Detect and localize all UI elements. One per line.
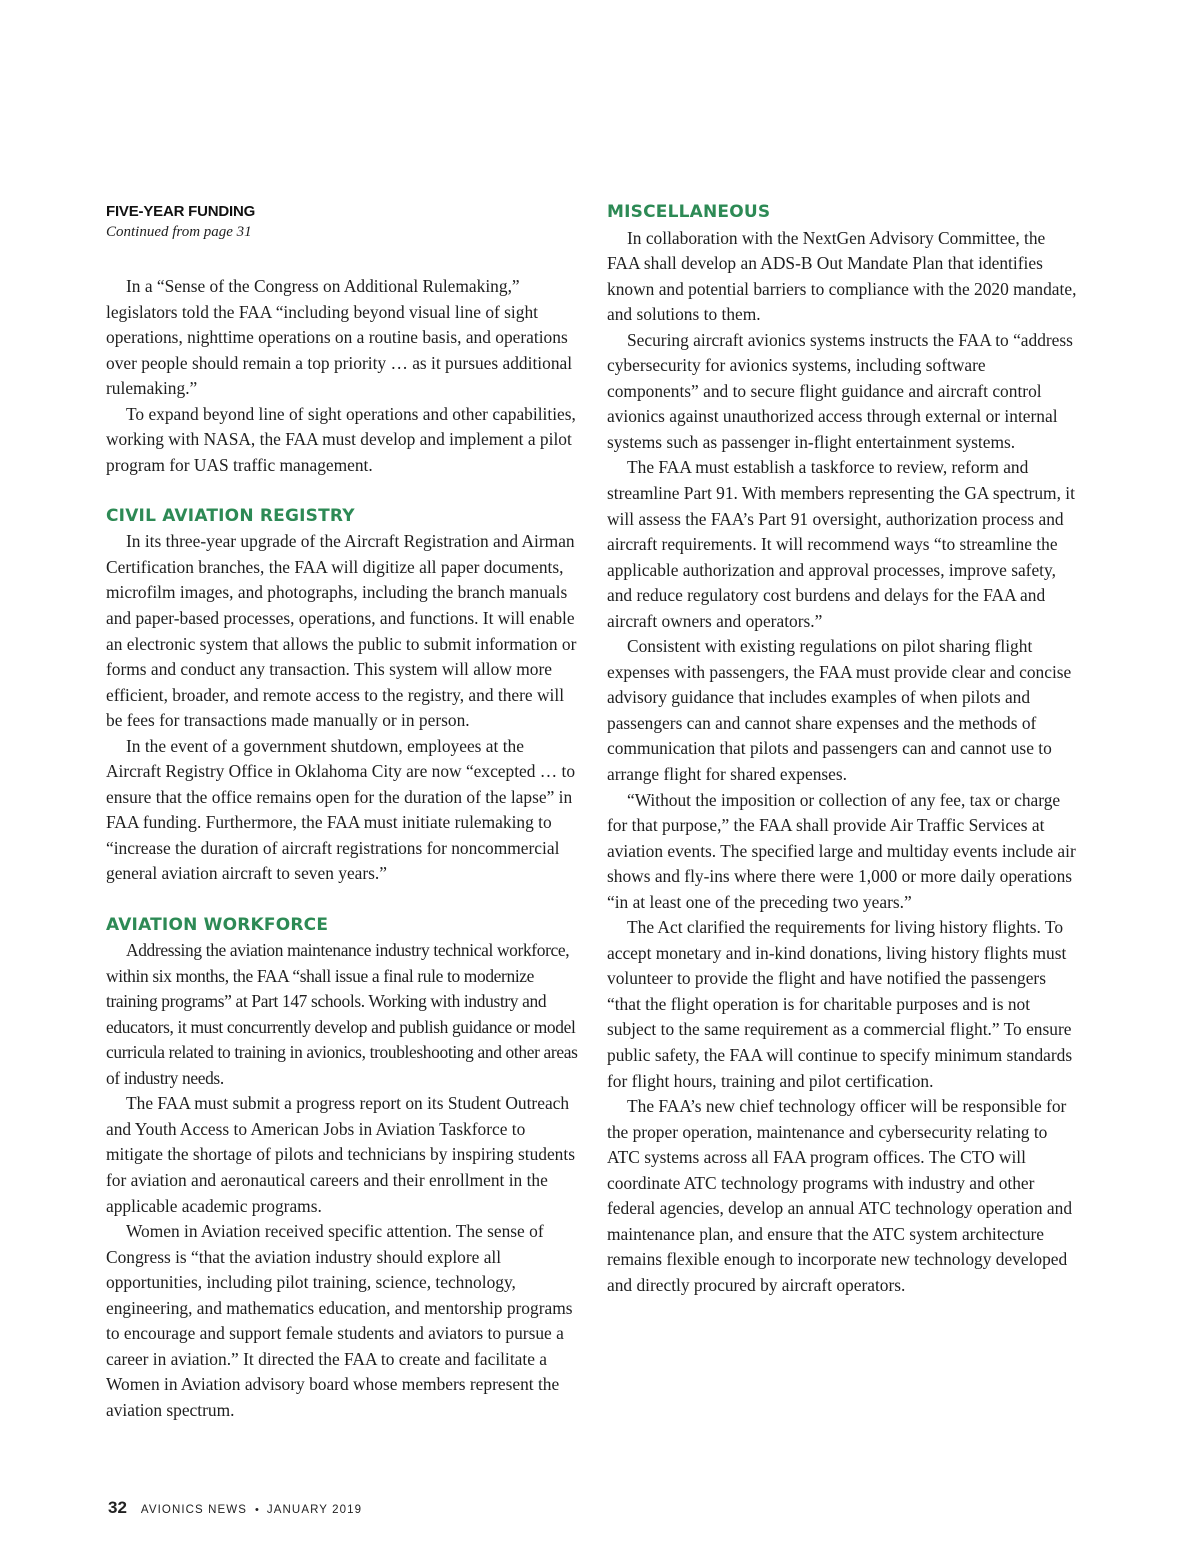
body-paragraph: In the event of a government shutdown, employees at the Aircraft Registry Office in Oklahoma City are now “excepted … to ensure that the office remains open for the duration of the lapse” in FAA funding. Furthermore, the FAA must initiate rulemaking to “increase the duration of aircraft registrations for noncommercial general aviation aircraft to seven years.” <box>106 735 576 884</box>
body-paragraph: The Act clarified the requirements for living history flights. To accept monetary and in-kind donations, living history flights must volunteer to provide the flight and have notified the passengers “that the flight operation is for charitable purposes and is not subject to the same requirement as a commercial flight.” To ensure public safety, the FAA will continue to specify minimum standards for flight hours, training and pilot certification. <box>607 917 1073 1091</box>
body-paragraph: Addressing the aviation maintenance industry technical workforce, within six months, the FAA “shall issue a final rule to modernize training programs” at Part 147 schools. Working with industry and educators, it must concurrently develop and publish guidance or model curricula related to training in avionics, troubleshooting and other areas of industry needs. <box>106 940 578 1088</box>
page-footer <box>108 1498 362 1518</box>
body-paragraph: Women in Aviation received specific attention. The sense of Congress is “that the aviation industry should explore all opportunities, including pilot training, science, technology, engineering, and mathematics education, and mentorship programs to encourage and support female students and aviators to pursue a career in aviation.” It directed the FAA to create and facilitate a Women in Aviation advisory board whose members represent the aviation spectrum. <box>106 1221 573 1420</box>
body-paragraph: In a “Sense of the Congress on Additional Rulemaking,” legislators told the FAA “including beyond visual line of sight operations, nighttime operations on a routine basis, and operations over people should remain a top priority … as it pursues additional rulemaking.” <box>106 276 573 399</box>
body-paragraph: The FAA must submit a progress report on its Student Outreach and Youth Access to American Jobs in Aviation Taskforce to mitigate the shortage of pilots and technicians by inspiring students for aviation and aeronautical careers and their enrollment in the applicable academic programs. <box>106 1093 575 1216</box>
body-paragraph: Securing aircraft avionics systems instructs the FAA to “address cybersecurity for avionics systems, including software components” and to secure flight guidance and aircraft control avionics against unauthorized access through external or internal systems such as passenger in-flight entertainment systems. <box>607 329 1073 452</box>
body-paragraph: To expand beyond line of sight operations and other capabilities, working with NASA, the FAA must develop and implement a pilot program for UAS traffic management. <box>106 403 576 475</box>
left-column <box>106 200 578 1423</box>
continued-from-note: Continued from page 31 <box>106 224 252 240</box>
section-heading-miscellaneous: MISCELLANEOUS <box>607 202 771 222</box>
footer-separator: • <box>255 1504 259 1516</box>
section-heading-aviation-workforce: AVIATION WORKFORCE <box>106 914 329 935</box>
body-paragraph: Consistent with existing regulations on pilot sharing flight expenses with passengers, the FAA must provide clear and concise advisory guidance that includes examples of when pilots and passengers can and cannot share expenses and the methods of communication that pilots and passengers can and cannot use to arrange flight for shared expenses. <box>607 636 1072 784</box>
body-paragraph: In collaboration with the NextGen Advisory Committee, the FAA shall develop an ADS-B Out Mandate Plan that identifies known and potential barriers to compliance with the 2020 mandate, and solutions to them. <box>607 227 1077 325</box>
publication-name: AVIONICS NEWS <box>140 1504 248 1516</box>
page-number: 32 <box>108 1498 127 1517</box>
body-paragraph: The FAA’s new chief technology officer will be responsible for the proper operation, maintenance and cybersecurity relating to ATC systems across all FAA program offices. The CTO will coordinate ATC technology programs with industry and other federal agencies, develop an annual ATC technology operation and maintenance plan, and ensure that the ATC system architecture remains flexible enough to incorporate new technology developed and directly procured by aircraft operators. <box>607 1096 1073 1295</box>
section-heading-civil-aviation-registry: CIVIL AVIATION REGISTRY <box>106 505 355 526</box>
right-column <box>607 200 1079 1298</box>
issue-date: JANUARY 2019 <box>266 1504 363 1516</box>
body-paragraph: In its three-year upgrade of the Aircraft Registration and Airman Certification branches, the FAA will digitize all paper documents, microfilm images, and photographs, including the branch manuals and paper-based processes, operations, and functions. It will enable an electronic system that allows the public to submit information or forms and conduct any transaction. This system will allow more efficient, broader, and remote access to the registry, and there will be fees for transactions made manually or in person. <box>106 531 577 731</box>
continued-article-kicker: FIVE-YEAR FUNDING <box>106 203 256 220</box>
body-paragraph: “Without the imposition or collection of any fee, tax or charge for that purpose,” the FAA shall provide Air Traffic Services at aviation events. The specified large and multiday events include air shows and fly-ins where there were 1,000 or more daily operations “in at least one of the preceding two years.” <box>607 789 1076 912</box>
body-paragraph: The FAA must establish a taskforce to review, reform and streamline Part 91. With members representing the GA spectrum, it will assess the FAA’s Part 91 oversight, authorization process and aircraft requirements. It will recommend ways “to streamline the applicable authorization and approval processes, improve safety, and reduce regulatory cost burdens and delays for the FAA and aircraft owners and operators.” <box>607 457 1075 631</box>
